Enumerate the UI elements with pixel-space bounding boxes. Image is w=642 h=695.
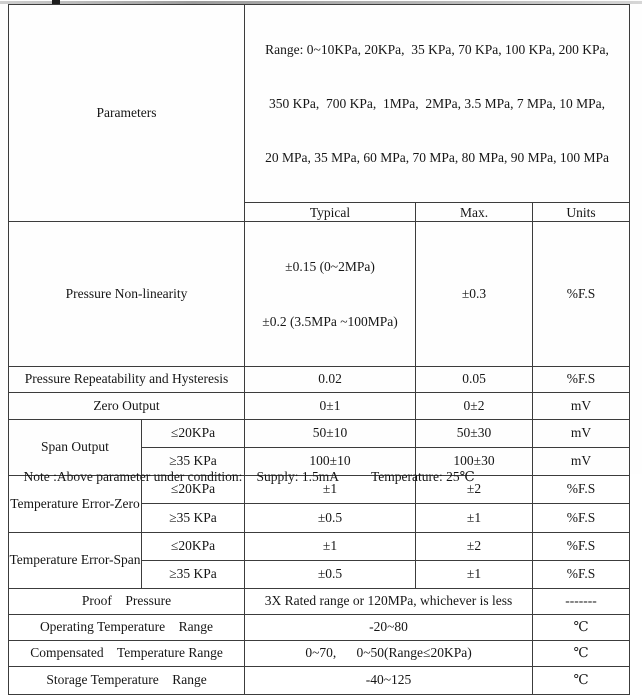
max-cell: 0±2 [416,392,533,419]
max-cell: ±1 [416,560,533,588]
units-cell: %F.S [533,366,630,392]
condition-cell: ≤20KPa [142,475,245,503]
row-pressure-repeatability [9,366,630,392]
units-cell: ℃ [533,640,630,666]
column-header-max: Max. [416,203,533,222]
condition-cell: ≤20KPa [142,532,245,560]
units-cell: ℃ [533,614,630,640]
range-cell [245,5,630,203]
row-compensated-temperature [9,640,630,666]
max-cell: 50±30 [416,419,533,447]
max-cell: ±2 [416,532,533,560]
param-cell: Operating Temperature Range [9,614,245,640]
row-operating-temperature [9,614,630,640]
typical-cell: 50±10 [245,419,416,447]
units-cell: mV [533,392,630,419]
max-cell: 0.05 [416,366,533,392]
units-cell: %F.S [533,560,630,588]
condition-cell: ≤20KPa [142,419,245,447]
typical-line-1: ±0.15 (0~2MPa) [285,259,375,275]
footnote-label: Note :Above parameter under condition: [23,469,243,484]
param-cell: Temperature Error-Span [9,532,142,588]
units-cell: ------- [533,588,630,614]
row-proof-pressure [9,588,630,614]
range-line-3: 20 MPa, 35 MPa, 60 MPa, 70 MPa, 80 MPa, 90 MPa, 100 MPa [265,150,609,166]
footnote [10,453,630,501]
param-cell: Temperature Error-Zero [9,475,142,532]
header-row-range [9,5,630,203]
range-line-2: 350 KPa, 700 KPa, 1MPa, 2MPa, 3.5 MPa, 7 MPa, 10 MPa, [269,96,606,112]
row-zero-output [9,392,630,419]
max-cell: 100±30 [416,447,533,475]
column-header-typical: Typical [245,203,416,222]
units-cell: %F.S [533,475,630,503]
value-cell: -40~125 [245,666,533,694]
row-span-output-low [9,419,630,447]
param-cell: Proof Pressure [9,588,245,614]
row-storage-temperature [9,666,630,694]
typical-cell: 100±10 [245,447,416,475]
typical-cell: ±1 [245,475,416,503]
value-cell: 0~70, 0~50(Range≤20KPa) [245,640,533,666]
typical-cell: 0±1 [245,392,416,419]
typical-cell: ±0.5 [245,560,416,588]
footnote-temperature: Temperature: 25℃ [370,469,475,484]
value-cell: 3X Rated range or 120MPa, whichever is less [245,588,533,614]
units-cell: ℃ [533,666,630,694]
units-cell: mV [533,447,630,475]
param-cell: Compensated Temperature Range [9,640,245,666]
specifications-table [8,4,630,695]
units-cell: mV [533,419,630,447]
condition-cell: ≥35 KPa [142,447,245,475]
range-line-1: Range: 0~10KPa, 20KPa, 35 KPa, 70 KPa, 100 KPa, 200 KPa, [265,42,609,58]
max-cell: ±2 [416,475,533,503]
typical-cell [245,222,416,366]
units-cell: %F.S [533,532,630,560]
param-cell: Storage Temperature Range [9,666,245,694]
max-cell: ±1 [416,503,533,532]
row-temp-error-span-low [9,532,630,560]
units-cell: %F.S [533,503,630,532]
units-cell: %F.S [533,222,630,366]
column-header-units: Units [533,203,630,222]
footnote-supply: Supply: 1.5mA [256,469,339,484]
typical-line-2: ±0.2 (3.5MPa ~100MPa) [262,313,398,329]
value-cell: -20~80 [245,614,533,640]
param-cell: Zero Output [9,392,245,419]
typical-cell: ±1 [245,532,416,560]
param-cell: Span Output [9,419,142,475]
max-cell: ±0.3 [416,222,533,366]
param-cell: Pressure Non-linearity [9,222,245,366]
param-cell: Pressure Repeatability and Hysteresis [9,366,245,392]
typical-cell: 0.02 [245,366,416,392]
typical-cell: ±0.5 [245,503,416,532]
condition-cell: ≥35 KPa [142,560,245,588]
condition-cell: ≥35 KPa [142,503,245,532]
row-pressure-non-linearity [9,222,630,366]
parameters-header-cell: Parameters [9,5,245,222]
